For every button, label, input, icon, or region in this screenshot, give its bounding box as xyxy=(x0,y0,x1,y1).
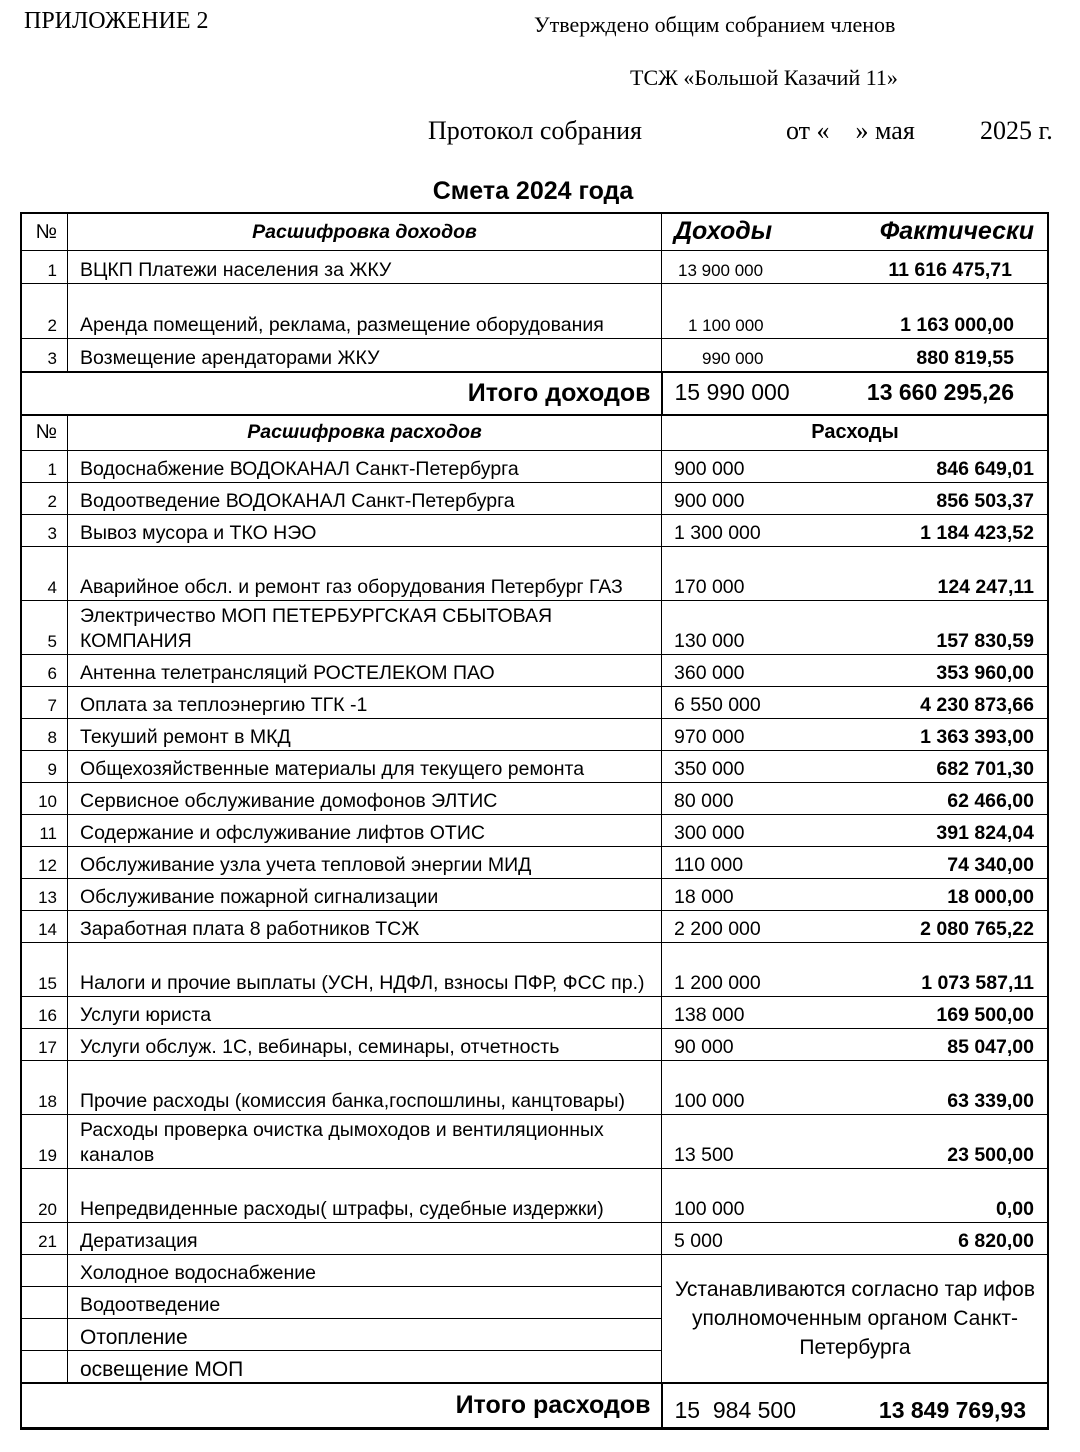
row-desc: Оплата за теплоэнергию ТГК -1 xyxy=(68,687,662,719)
row-plan: 2 200 000 xyxy=(674,918,761,940)
row-fact: 682 701,30 xyxy=(936,758,1034,780)
row-amounts xyxy=(662,783,1049,815)
row-amounts xyxy=(662,547,1049,601)
income-col-plan: Доходы xyxy=(674,216,773,245)
expense-col-desc: Расшифровка расходов xyxy=(68,415,662,451)
income-total-plan: 15 990 000 xyxy=(674,378,790,405)
expense-row xyxy=(22,997,1049,1029)
row-desc: ВЦКП Платежи населения за ЖКУ xyxy=(68,251,662,284)
income-row xyxy=(22,339,1049,372)
row-num: 10 xyxy=(22,783,68,815)
row-plan: 970 000 xyxy=(674,726,745,748)
income-row xyxy=(22,284,1049,339)
row-num: 2 xyxy=(22,284,68,339)
row-plan: 1 200 000 xyxy=(674,972,761,994)
row-num: 16 xyxy=(22,997,68,1029)
row-fact: 85 047,00 xyxy=(947,1036,1034,1058)
row-plan: 1 300 000 xyxy=(674,522,761,544)
row-amounts xyxy=(662,943,1049,997)
row-desc: Возмещение арендаторами ЖКУ xyxy=(68,339,662,372)
row-fact: 63 339,00 xyxy=(947,1090,1034,1112)
income-total-row xyxy=(22,372,1049,415)
income-row xyxy=(22,251,1049,284)
tariff-item: Холодное водоснабжение xyxy=(68,1255,662,1287)
expense-row xyxy=(22,687,1049,719)
expense-row xyxy=(22,847,1049,879)
row-fact: 62 466,00 xyxy=(947,790,1034,812)
row-num: 1 xyxy=(22,251,68,284)
row-amounts xyxy=(662,251,1049,284)
row-amounts xyxy=(662,719,1049,751)
row-fact: 856 503,37 xyxy=(936,490,1034,512)
row-desc: Общехозяйственные материалы для текущего ремонта xyxy=(68,751,662,783)
row-num: 8 xyxy=(22,719,68,751)
expense-row xyxy=(22,879,1049,911)
expense-header-row xyxy=(22,415,1049,451)
row-plan: 100 000 xyxy=(674,1090,745,1112)
row-fact: 2 080 765,22 xyxy=(920,918,1034,940)
row-desc: Заработная плата 8 работников ТСЖ xyxy=(68,911,662,943)
expense-row xyxy=(22,751,1049,783)
row-plan: 900 000 xyxy=(674,458,745,480)
row-fact: 4 230 873,66 xyxy=(920,694,1034,716)
row-num: 14 xyxy=(22,911,68,943)
row-num: 7 xyxy=(22,687,68,719)
row-num xyxy=(22,1351,68,1383)
row-plan: 13 900 000 xyxy=(678,261,764,280)
row-amounts xyxy=(662,997,1049,1029)
row-num: 21 xyxy=(22,1223,68,1255)
row-amounts xyxy=(662,687,1049,719)
row-num: 3 xyxy=(22,515,68,547)
row-fact: 157 830,59 xyxy=(936,630,1034,652)
row-plan: 170 000 xyxy=(674,576,745,598)
row-desc: Водоснабжение ВОДОКАНАЛ Санкт-Петербурга xyxy=(68,451,662,483)
row-desc: Содержание и офслуживание лифтов ОТИС xyxy=(68,815,662,847)
row-plan: 990 000 xyxy=(702,348,764,368)
row-plan: 110 000 xyxy=(674,854,744,876)
row-num: 6 xyxy=(22,655,68,687)
row-num: 1 xyxy=(22,451,68,483)
row-amounts xyxy=(662,879,1049,911)
row-desc: Электричество МОП ПЕТЕРБУРГСКАЯ СБЫТОВАЯ КОМПАНИЯ xyxy=(68,601,662,655)
expense-row xyxy=(22,1223,1049,1255)
protocol-label: Протокол собрания xyxy=(428,116,642,145)
row-fact: 124 247,11 xyxy=(937,576,1034,598)
row-num: 9 xyxy=(22,751,68,783)
expense-table xyxy=(21,414,1049,1428)
income-header-row xyxy=(22,214,1049,251)
expense-row xyxy=(22,911,1049,943)
row-num: 12 xyxy=(22,847,68,879)
row-desc: Обслуживание узла учета тепловой энергии МИД xyxy=(68,847,662,879)
row-plan: 6 550 000 xyxy=(674,694,761,716)
expense-row xyxy=(22,601,1049,655)
row-amounts xyxy=(662,451,1049,483)
expense-row xyxy=(22,943,1049,997)
income-col-fact: Фактически xyxy=(879,216,1034,245)
row-num: 15 xyxy=(22,943,68,997)
row-amounts xyxy=(662,1029,1049,1061)
row-plan: 130 000 xyxy=(674,630,745,652)
row-plan: 1 100 000 xyxy=(688,316,764,335)
row-amounts xyxy=(662,483,1049,515)
row-amounts xyxy=(662,1115,1049,1169)
tariff-item: Водоотведение xyxy=(68,1287,662,1319)
income-col-amounts xyxy=(662,214,1049,251)
row-plan: 350 000 xyxy=(674,758,745,780)
row-desc: Водоотведение ВОДОКАНАЛ Санкт-Петербурга xyxy=(68,483,662,515)
expense-col-amount: Расходы xyxy=(662,415,1049,451)
row-plan: 138 000 xyxy=(674,1004,745,1026)
approval-line-2: ТСЖ «Большой Казачий 11» xyxy=(630,65,898,90)
expense-row xyxy=(22,719,1049,751)
expense-total-fact: 13 849 769,93 xyxy=(878,1396,1026,1423)
tariff-note: Устанавливаются согласно тар ифов уполномоченным органом Санкт-Петербурга xyxy=(662,1255,1049,1383)
row-num: 11 xyxy=(22,815,68,847)
row-fact: 391 824,04 xyxy=(936,822,1034,844)
row-desc: Обслуживание пожарной сигнализации xyxy=(68,879,662,911)
tariff-item: Отопление xyxy=(68,1319,662,1351)
row-plan: 80 000 xyxy=(674,790,734,812)
row-plan: 90 000 xyxy=(674,1036,734,1058)
row-desc: Услуги обслуж. 1С, вебинары, семинары, отчетность xyxy=(68,1029,662,1061)
row-amounts xyxy=(662,911,1049,943)
expense-row xyxy=(22,1115,1049,1169)
protocol-year: 2025 г. xyxy=(980,116,1053,145)
income-col-desc: Расшифровка доходов xyxy=(68,214,662,251)
row-num: 13 xyxy=(22,879,68,911)
row-fact: 1 184 423,52 xyxy=(920,522,1034,544)
expense-col-num: № xyxy=(22,415,68,451)
row-desc: Услуги юриста xyxy=(68,997,662,1029)
tariff-row xyxy=(22,1255,1049,1287)
appendix-label: ПРИЛОЖЕНИЕ 2 xyxy=(24,8,209,34)
expense-row xyxy=(22,1029,1049,1061)
row-num: 5 xyxy=(22,601,68,655)
expense-row xyxy=(22,783,1049,815)
row-plan: 900 000 xyxy=(674,490,745,512)
row-num: 19 xyxy=(22,1115,68,1169)
row-desc: Дератизация xyxy=(68,1223,662,1255)
expense-total-label: Итого расходов xyxy=(22,1383,662,1428)
row-plan: 100 000 xyxy=(674,1198,745,1220)
row-amounts xyxy=(662,815,1049,847)
row-desc: Непредвиденные расходы( штрафы, судебные издержки) xyxy=(68,1169,662,1223)
row-amounts xyxy=(662,847,1049,879)
tariff-item: освещение МОП xyxy=(68,1351,662,1383)
row-desc: Прочие расходы (комиссия банка,госпошлины, канцтовары) xyxy=(68,1061,662,1115)
row-amounts xyxy=(662,601,1049,655)
row-plan: 18 000 xyxy=(674,886,734,908)
expense-total-row xyxy=(22,1383,1049,1428)
expense-rows xyxy=(22,451,1049,1255)
row-plan: 5 000 xyxy=(674,1230,723,1252)
row-fact: 1 073 587,11 xyxy=(921,972,1034,994)
row-num xyxy=(22,1319,68,1351)
row-desc: Аварийное обсл. и ремонт газ оборудования Петербург ГАЗ xyxy=(68,547,662,601)
expense-row xyxy=(22,815,1049,847)
income-total-fact: 13 660 295,26 xyxy=(866,378,1014,405)
row-plan: 13 500 xyxy=(674,1144,734,1166)
expense-total-amounts xyxy=(662,1383,1049,1428)
row-fact: 846 649,01 xyxy=(936,458,1034,480)
row-fact: 11 616 475,71 xyxy=(888,259,1012,281)
row-fact: 353 960,00 xyxy=(936,662,1034,684)
row-fact: 169 500,00 xyxy=(936,1004,1034,1026)
expense-total-plan: 15 984 500 xyxy=(674,1396,797,1423)
row-amounts xyxy=(662,751,1049,783)
income-total-amounts xyxy=(662,372,1049,415)
row-amounts xyxy=(662,655,1049,687)
row-fact: 1 363 393,00 xyxy=(920,726,1034,748)
expense-row xyxy=(22,1169,1049,1223)
expense-row xyxy=(22,483,1049,515)
row-num: 3 xyxy=(22,339,68,372)
expense-row xyxy=(22,1061,1049,1115)
row-num: 2 xyxy=(22,483,68,515)
row-plan: 300 000 xyxy=(674,822,745,844)
row-amounts xyxy=(662,1223,1049,1255)
income-table xyxy=(21,213,1049,416)
row-num: 17 xyxy=(22,1029,68,1061)
income-col-num: № xyxy=(22,214,68,251)
row-fact: 18 000,00 xyxy=(947,886,1034,908)
expense-row xyxy=(22,547,1049,601)
row-desc: Вывоз мусора и ТКО НЭО xyxy=(68,515,662,547)
row-fact: 1 163 000,00 xyxy=(900,314,1014,336)
row-desc: Текуший ремонт в МКД xyxy=(68,719,662,751)
approval-line-1: Утверждено общим собранием членов xyxy=(534,12,896,37)
row-fact: 74 340,00 xyxy=(947,854,1034,876)
row-fact: 0,00 xyxy=(996,1198,1034,1220)
income-total-label: Итого доходов xyxy=(22,372,662,415)
expense-row xyxy=(22,451,1049,483)
row-fact: 880 819,55 xyxy=(916,346,1014,369)
row-desc: Антенна телетрансляций РОСТЕЛЕКОМ ПАО xyxy=(68,655,662,687)
protocol-date: от « » мая xyxy=(786,116,915,145)
row-num xyxy=(22,1287,68,1319)
tariff-rows xyxy=(22,1255,1049,1383)
row-desc: Сервисное обслуживание домофонов ЭЛТИС xyxy=(68,783,662,815)
row-num: 18 xyxy=(22,1061,68,1115)
row-fact: 23 500,00 xyxy=(947,1144,1034,1166)
row-fact: 6 820,00 xyxy=(958,1230,1034,1252)
row-desc: Налоги и прочие выплаты (УСН, НДФЛ, взносы ПФР, ФСС пр.) xyxy=(68,943,662,997)
row-desc: Расходы проверка очистка дымоходов и вентиляционных каналов xyxy=(68,1115,662,1169)
row-plan: 360 000 xyxy=(674,662,745,684)
row-num: 20 xyxy=(22,1169,68,1223)
row-amounts xyxy=(662,515,1049,547)
expense-row xyxy=(22,655,1049,687)
row-desc: Аренда помещений, реклама, размещение оборудования xyxy=(68,284,662,339)
page-title: Смета 2024 года xyxy=(432,177,634,205)
expense-row xyxy=(22,515,1049,547)
row-num xyxy=(22,1255,68,1287)
row-num: 4 xyxy=(22,547,68,601)
row-amounts xyxy=(662,1061,1049,1115)
row-amounts xyxy=(662,284,1049,339)
row-amounts xyxy=(662,339,1049,372)
row-amounts xyxy=(662,1169,1049,1223)
